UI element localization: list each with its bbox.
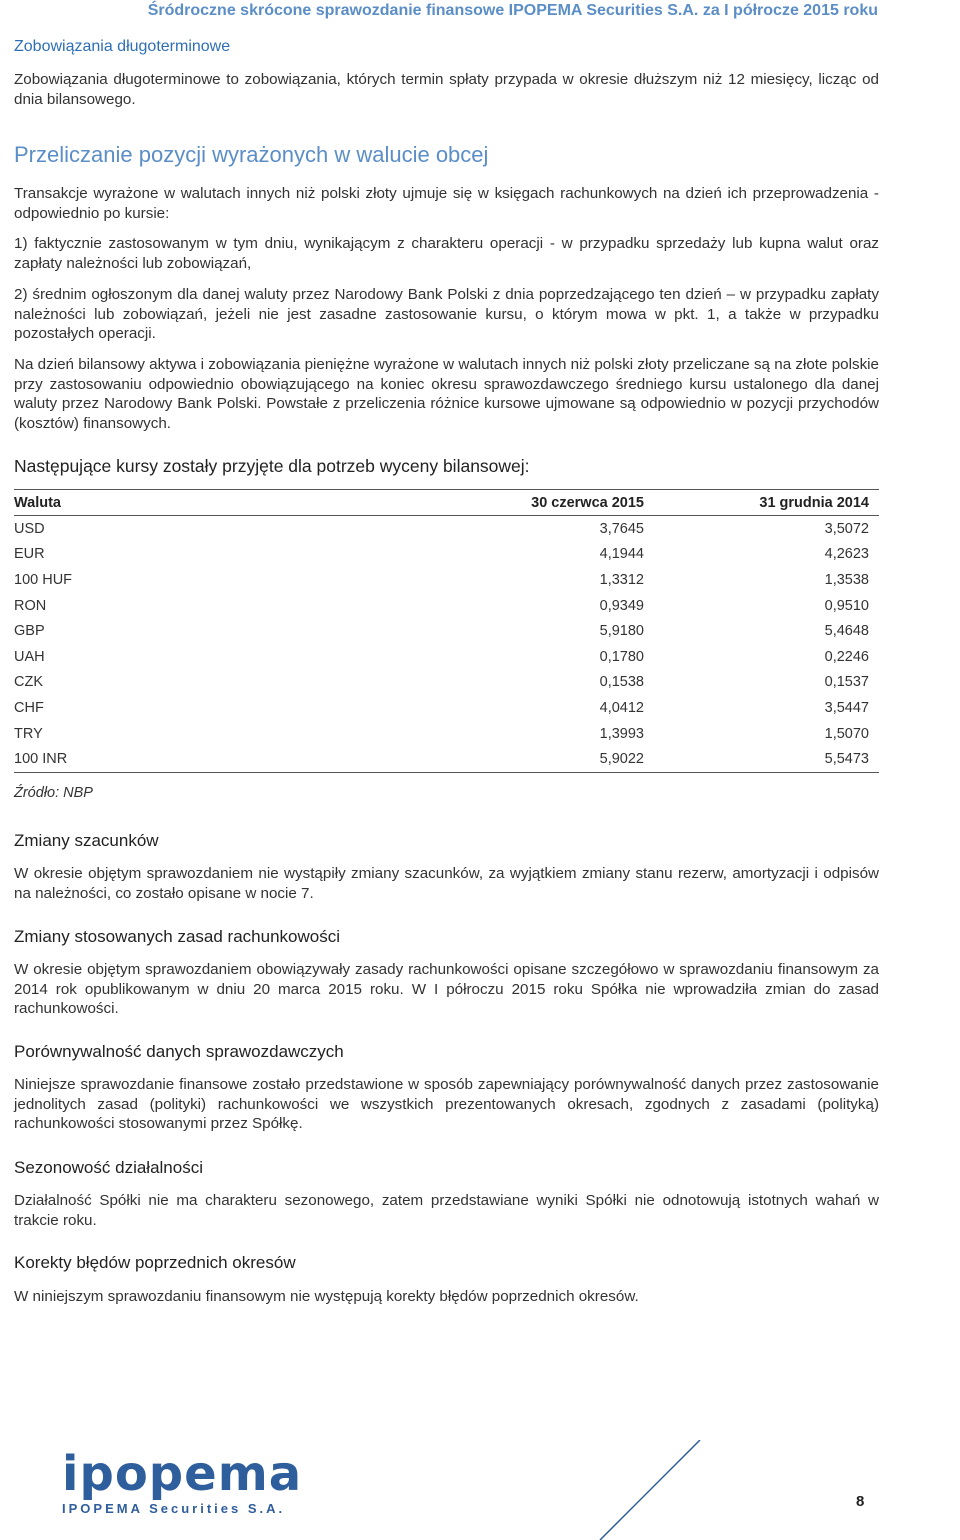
fx-heading: Przeliczanie pozycji wyrażonych w walucie obcej	[14, 142, 489, 167]
currency-cell: USD	[14, 520, 45, 537]
rate-december-cell: 0,2246	[824, 648, 869, 665]
rate-june-cell: 5,9022	[434, 746, 644, 772]
table-row	[14, 721, 879, 747]
table-row	[14, 695, 879, 721]
rate-june-cell: 4,1944	[599, 546, 644, 563]
seasonality-heading: Sezonowość działalności	[14, 1158, 203, 1177]
fx-paragraph-2: 1) faktycznie zastosowanym w tym dniu, wynikającym z charakteru operacji - w przypadku sprzedaży lub kupna walut oraz zapłaty należności lub zobowiązań,	[14, 235, 879, 272]
corrections-heading: Korekty błędów poprzednich okresów	[14, 1253, 296, 1272]
comparability-text: Niniejsze sprawozdanie finansowe zostało przedstawione w sposób zapewniający porównywalność danych przez zastosowanie jednolitych zasad (polityki) rachunkowości we wszystkich prezentowanych okresach, zgodnych z zasadami (polityką) rachunkowości stosowanymi przez Spółkę.	[14, 1076, 879, 1133]
rates-intro: Następujące kursy zostały przyjęte dla potrzeb wyceny bilansowej:	[14, 456, 530, 476]
currency-cell: 100 HUF	[14, 571, 73, 588]
fx-paragraph-3: 2) średnim ogłoszonym dla danej waluty przez Narodowy Bank Polski z dnia poprzedzającego ten dzień – w przypadku zapłaty należności lub zobowiązań, jeżeli nie jest zasadne zastosowanie kursu, o którym mowa w pkt. 1, a także w przypadku pozostałych operacji.	[14, 286, 879, 343]
rate-june-cell: 0,9349	[599, 597, 644, 614]
fx-paragraph-1: Transakcje wyrażone w walutach innych niż polski złoty ujmuje się w księgach rachunkowych na dzień ich przeprowadzenia - odpowiednio po kursie:	[14, 185, 879, 222]
table-row	[14, 542, 879, 568]
fx-paragraph-4: Na dzień bilansowy aktywa i zobowiązania pieniężne wyrażone w walutach innych niż polski złoty przeliczane są na złote polskie przy zastosowaniu odpowiednio obowiązującego na koniec okresu sprawozdawczego średniego kursu ustalonego dla danej waluty przez Narodowy Bank Polski. Powstałe z przeliczenia różnice kursowe ujmowane są odpowiednio w pozycji przychodów (kosztów) finansowych.	[14, 356, 879, 433]
rate-june-cell: 1,3993	[599, 725, 644, 742]
currency-cell: UAH	[14, 648, 45, 665]
rate-december-cell: 1,3538	[824, 571, 869, 588]
column-header-december-2014: 31 grudnia 2014	[644, 490, 869, 516]
company-logo-subtitle: IPOPEMA Securities S.A.	[62, 1501, 286, 1516]
rate-june-cell: 5,9180	[599, 623, 644, 640]
currency-cell: CHF	[14, 699, 44, 716]
rate-december-cell: 0,9510	[824, 597, 869, 614]
page-number: 8	[856, 1493, 865, 1510]
rate-december-cell: 1,5070	[824, 725, 869, 742]
long-term-text: Zobowiązania długoterminowe to zobowiązania, których termin spłaty przypada w okresie dłuższym niż 12 miesięcy, licząc od dnia bilansowego.	[14, 71, 879, 108]
currency-cell: CZK	[14, 674, 43, 691]
decorative-slash-icon	[590, 1440, 710, 1540]
rate-june-cell: 0,1538	[599, 674, 644, 691]
currency-cell: RON	[14, 597, 47, 614]
table-source-note: Źródło: NBP	[14, 785, 93, 801]
rate-june-cell: 3,7645	[599, 520, 644, 537]
corrections-text: W niniejszym sprawozdaniu finansowym nie występują korekty błędów poprzednich okresów.	[14, 1288, 639, 1305]
rate-june-cell: 1,3312	[599, 571, 644, 588]
table-header-row	[14, 490, 879, 516]
exchange-rates-table	[14, 489, 879, 773]
table-row	[14, 746, 879, 772]
table-row	[14, 567, 879, 593]
rate-december-cell: 0,1537	[824, 674, 869, 691]
table-row	[14, 670, 879, 696]
rate-december-cell: 5,4648	[824, 623, 869, 640]
seasonality-text: Działalność Spółki nie ma charakteru sezonowego, zatem przedstawiane wyniki Spółki nie odnotowują istotnych wahań w trakcie roku.	[14, 1192, 879, 1229]
rate-june-cell: 0,1780	[599, 648, 644, 665]
long-term-heading: Zobowiązania długoterminowe	[14, 38, 231, 55]
accounting-text: W okresie objętym sprawozdaniem obowiązywały zasady rachunkowości opisane szczegółowo w sprawozdaniu finansowym za 2014 rok opublikowanym w dniu 20 marca 2015 roku. W I półroczu 2015 roku Spółka nie wprowadziła zmian do zasad rachunkowości.	[14, 961, 879, 1018]
rate-december-cell: 3,5447	[824, 699, 869, 716]
column-header-june-2015: 30 czerwca 2015	[434, 490, 644, 516]
rate-december-cell: 5,5473	[644, 746, 869, 772]
rate-december-cell: 4,2623	[824, 546, 869, 563]
estimates-text: W okresie objętym sprawozdaniem nie wystąpiły zmiany szacunków, za wyjątkiem zmiany stanu rezerw, amortyzacji i odpisów na należności, co zostało opisane w nocie 7.	[14, 865, 879, 902]
rate-june-cell: 4,0412	[599, 699, 644, 716]
currency-cell: GBP	[14, 623, 45, 640]
table-row	[14, 516, 879, 542]
currency-cell: EUR	[14, 546, 45, 563]
table-row	[14, 593, 879, 619]
accounting-heading: Zmiany stosowanych zasad rachunkowości	[14, 927, 340, 946]
table-row	[14, 644, 879, 670]
page-header: Śródroczne skrócone sprawozdanie finansowe IPOPEMA Securities S.A. za I półrocze 2015 roku	[147, 2, 878, 19]
column-header-currency: Waluta	[14, 490, 434, 516]
comparability-heading: Porównywalność danych sprawozdawczych	[14, 1042, 344, 1061]
rate-december-cell: 3,5072	[824, 520, 869, 537]
currency-cell: 100 INR	[14, 746, 434, 772]
currency-cell: TRY	[14, 725, 43, 742]
estimates-heading: Zmiany szacunków	[14, 831, 159, 850]
company-logo: ipopema	[62, 1446, 303, 1502]
table-row	[14, 618, 879, 644]
